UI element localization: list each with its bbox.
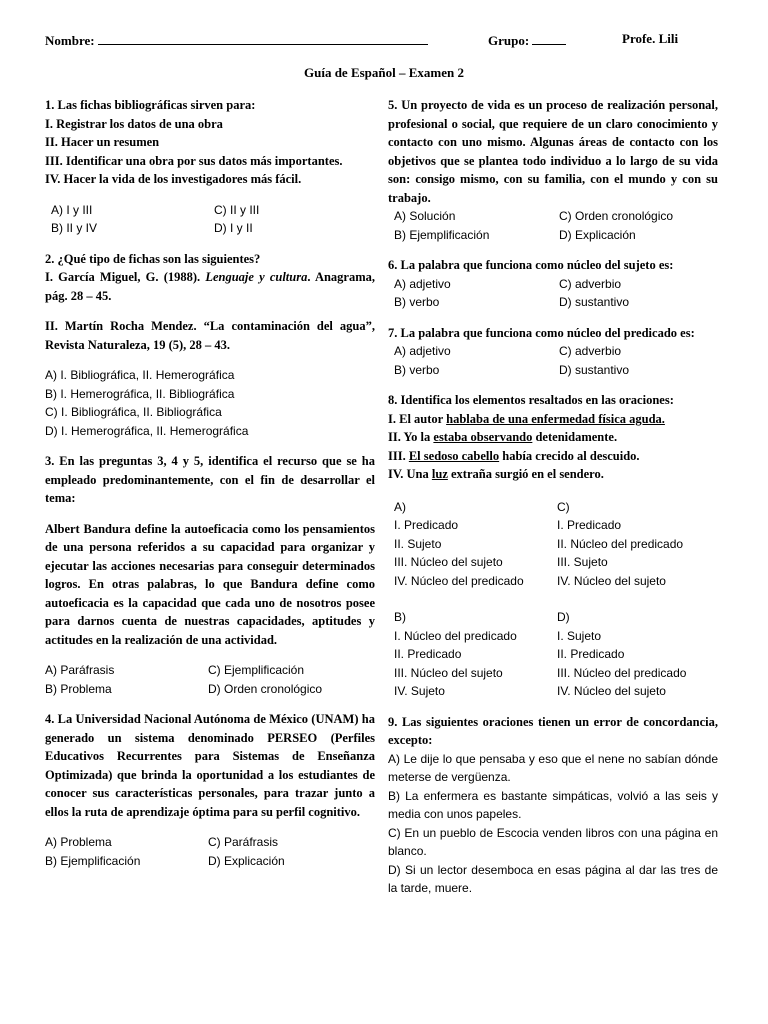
name-blank[interactable] [98,30,428,45]
question-5 [388,96,718,244]
highlighted-text: hablaba de una enfermedad física aguda. [446,411,665,426]
option[interactable]: B) Ejemplificación [394,227,490,242]
sentence-text: IV. Una [388,467,432,481]
option[interactable]: B) I. Hemerográfica, II. Bibliográfica [45,386,235,401]
option[interactable]: B) II y IV [51,221,98,235]
option-a[interactable] [388,498,551,591]
option[interactable]: D) Orden cronológico [208,681,323,696]
option-d[interactable] [551,608,718,701]
q1-item: I. Registrar los datos de una obra [45,116,223,131]
name-label: Nombre: [45,33,95,48]
option[interactable]: C) II y III [214,202,260,217]
question-8 [388,391,718,701]
option-letter: A) [394,499,406,514]
teacher-name: Profe. Lili [622,31,679,46]
option-letter: C) [557,499,570,514]
option[interactable]: B) verbo [394,362,440,377]
q3-stem: 3. En las preguntas 3, 4 y 5, identifica el recurso que se ha empleado predominantemente, con el fin de desarrollar el tema: [45,454,375,505]
option[interactable]: A) I. Bibliográfica, II. Hemerográfica [45,368,235,382]
name-field[interactable] [45,30,428,51]
option[interactable]: B) Ejemplificación [45,853,141,868]
q8-options-bd [388,608,718,701]
right-column [388,96,718,910]
option[interactable]: D) I y II [214,221,253,235]
option[interactable]: B) verbo [394,295,440,309]
q3-passage: Albert Bandura define la autoeficacia como los pensamientos de una persona referidos a su capacidad para organizar y ejecutar las acciones necesarias para conseguir determinados logros. En otras palabras, lo que Bandura define como autoeficacia es la capacidad que cada uno de nosotros posee para darnos cuenta de nuestras capacidades, aptitudes y actitudes en la realización de una actividad. [45,521,375,647]
option-line: IV. Núcleo del sujeto [557,684,666,698]
q4-options [45,833,375,870]
q7-options [388,342,718,379]
q1-stem: 1. Las fichas bibliográficas sirven para: [45,98,256,112]
option-line: I. Núcleo del predicado [394,628,517,643]
sentence-text: I. El autor [388,411,447,426]
ref1-title: Lenguaje y cultura [205,270,308,284]
q8-sentence-3 [388,447,718,466]
option-line: II. Predicado [557,647,625,661]
option-line: IV. Sujeto [394,684,445,698]
left-column [45,96,375,882]
q6-options [388,275,718,312]
option-line: I. Sujeto [557,628,602,643]
q4-passage: 4. La Universidad Nacional Autónoma de México (UNAM) ha generado un sistema denominado PERSEO (Perfiles Educativos Recurrentes para Sistemas de Enseñanza Optimizada) que brinda la oportunidad a los estudiantes de conocer sus características personales, para trazar junto a ellos la ruta de aprendizaje óptima para su perfil cognitivo. [45,712,375,819]
option-line: IV. Núcleo del sujeto [557,573,666,588]
highlighted-text: estaba observando [433,430,533,444]
q1-item: II. Hacer un resumen [45,135,160,149]
option-line: III. Núcleo del predicado [557,665,687,680]
option[interactable]: D) sustantivo [559,295,630,309]
q1-options [45,201,375,238]
option-letter: B) [394,610,406,624]
q2-stem: 2. ¿Qué tipo de fichas son las siguientes? [45,251,261,266]
question-6 [388,256,718,312]
option-c[interactable] [551,498,718,591]
question-4 [45,710,375,870]
q1-item: III. Identificar una obra por sus datos más importantes. [45,153,343,168]
group-field[interactable] [488,30,566,51]
option-line: II. Núcleo del predicado [557,536,684,551]
option[interactable]: C) En un pueblo de Escocia venden libros con una página en blanco. [388,825,718,858]
highlighted-text: El sedoso cabello [408,448,500,463]
option-line: II. Predicado [394,647,462,661]
option[interactable]: D) Explicación [208,853,285,868]
option-b[interactable] [388,608,551,701]
option[interactable]: A) Le dije lo que pensaba y eso que el nene no sabían dónde meterse de vergüenza. [388,751,718,784]
option-line: I. Predicado [557,518,622,532]
option-line: IV. Núcleo del predicado [394,573,524,588]
option[interactable]: B) La enfermera es bastante simpáticas, volvió a las seis y media con unos papeles. [388,788,718,821]
group-label: Grupo: [488,33,530,48]
option[interactable]: A) Problema [45,835,112,849]
q8-sentence-1 [388,410,718,429]
highlighted-text: luz [431,467,448,481]
group-blank[interactable] [532,30,566,45]
option[interactable]: D) sustantivo [559,362,630,377]
question-3 [45,452,375,698]
sentence-text: III. [388,448,409,463]
ref1-text: I. García Miguel, G. (1988). [45,270,201,284]
sentence-text: II. Yo la [388,430,434,444]
page-title: Guía de Español – Examen 2 [303,65,464,80]
q8-sentence-2 [388,428,718,447]
question-1 [45,96,375,238]
option-line: I. Predicado [394,518,459,532]
sentence-text: había crecido al descuido. [499,448,640,463]
question-2 [45,250,375,441]
option-letter: D) [557,610,570,624]
option[interactable]: D) I. Hemerográfica, II. Hemerográfica [45,423,249,438]
ref1-tail: . Anagrama, pág. 28 – 45. [45,270,376,303]
q1-item: IV. Hacer la vida de los investigadores más fácil. [45,172,302,186]
q2-options [45,366,375,440]
q2-ref-2: II. Martín Rocha Mendez. “La contaminación del agua”, Revista Naturaleza, 19 (5), 28 – 43. [45,319,375,352]
option[interactable]: C) adverbio [559,276,622,291]
q5-options [388,207,718,244]
option-line: III. Sujeto [557,555,608,569]
option[interactable]: C) Ejemplificación [208,663,305,677]
option[interactable]: A) adjetivo [394,344,451,358]
option[interactable]: C) Paráfrasis [208,835,279,849]
option[interactable]: A) Solución [394,209,456,223]
q8-options-ac [388,498,718,591]
option-line: III. Núcleo del sujeto [394,555,503,569]
question-7 [388,324,718,380]
q3-options [45,661,375,698]
option[interactable]: D) Si un lector desemboca en esas página al dar las tres de la tarde, muere. [388,862,718,895]
option[interactable]: A) I y III [51,202,93,217]
q2-ref-1 [45,268,375,305]
option[interactable]: B) Problema [45,681,112,696]
option[interactable]: C) adverbio [559,344,622,358]
option[interactable]: A) adjetivo [394,276,451,291]
sentence-text: detenidamente. [532,430,618,444]
option-line: II. Sujeto [394,536,442,551]
option[interactable]: C) Orden cronológico [559,209,674,223]
option-line: III. Núcleo del sujeto [394,665,503,680]
q5-passage: 5. Un proyecto de vida es un proceso de realización personal, profesional o social, que requiere de un claro conocimiento y contacto con uno mismo. Algunas áreas de contacto con los objetivos que se plantea todo individuo a lo largo de su vida son: consigo mismo, con su familia, con el mundo y con su trabajo. [388,98,718,205]
question-9 [388,713,718,898]
option[interactable]: C) I. Bibliográfica, II. Bibliográfica [45,405,222,419]
option[interactable]: A) Paráfrasis [45,663,115,677]
q8-stem: 8. Identifica los elementos resaltados en las oraciones: [388,393,674,407]
q8-sentence-4 [388,465,718,484]
sentence-text: extraña surgió en el sendero. [447,467,604,481]
q7-stem: 7. La palabra que funciona como núcleo del predicado es: [388,325,695,340]
q6-stem: 6. La palabra que funciona como núcleo del sujeto es: [388,258,674,272]
q9-stem: 9. Las siguientes oraciones tienen un error de concordancia, excepto: [388,714,718,747]
option[interactable]: D) Explicación [559,227,636,242]
